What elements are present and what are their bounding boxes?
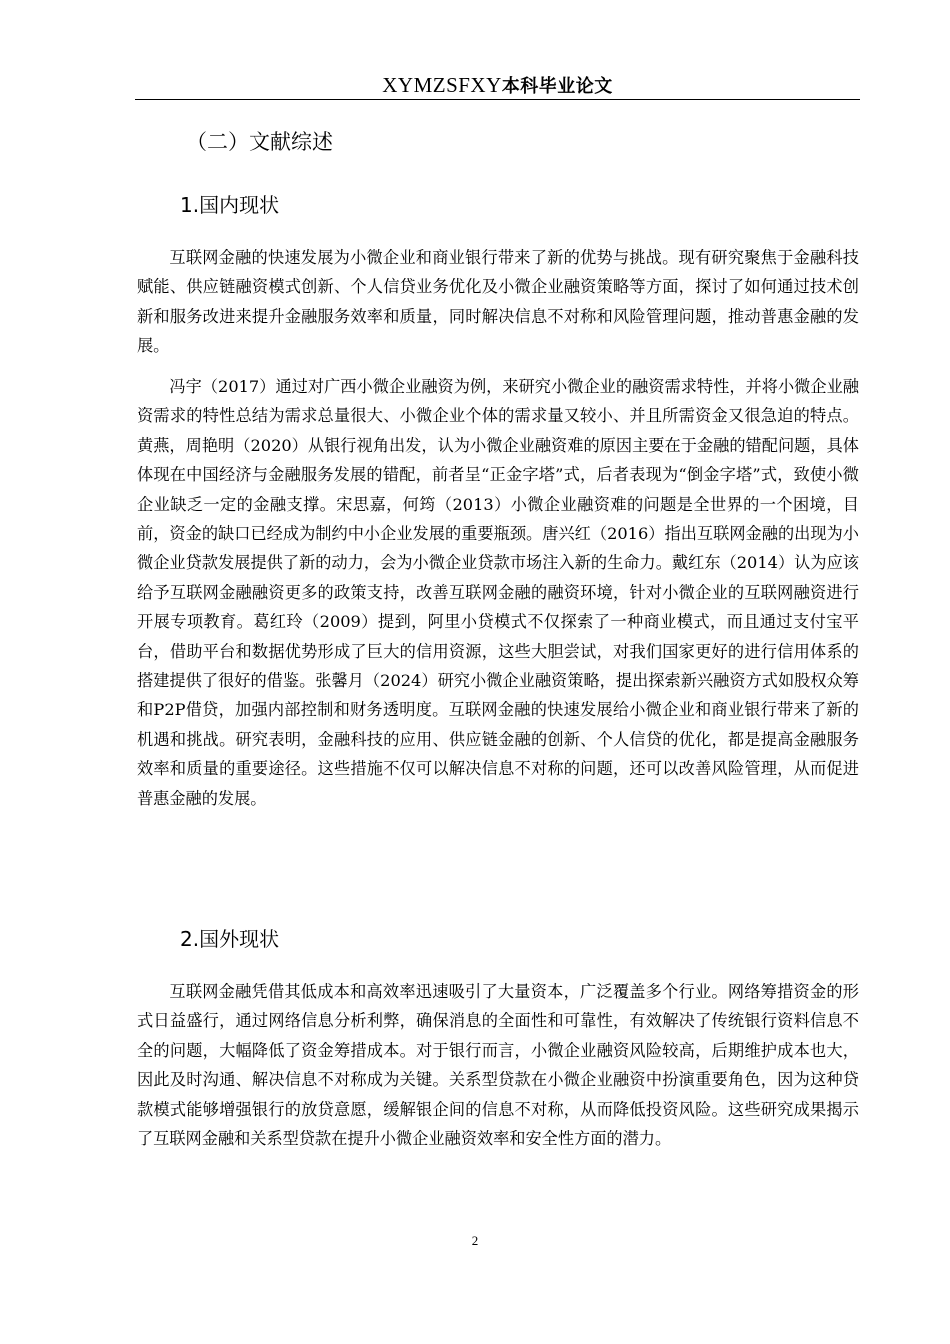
header-label: 本科毕业论文	[501, 76, 613, 97]
header-code: XYMZSFXY	[382, 73, 502, 97]
subsection-title-foreign: 2.国外现状	[180, 927, 280, 951]
page-header	[135, 70, 860, 100]
paragraph-domestic-review: 冯宇（2017）通过对广西小微企业融资为例，来研究小微企业的融资需求特性，并将小微企业融资需求的特性总结为需求总量很大、小微企业个体的需求量又较小、并且所需资金又很急迫的特点。黄燕，周艳明（2020）从银行视角出发，认为小微企业融资难的原因主要在于金融的错配问题，具体体现在中国经济与金融服务发展的错配，前者呈“正金字塔”式，后者表现为“倒金字塔”式，致使小微企业缺乏一定的金融支撑。宋思嘉，何筠（2013）小微企业融资难的问题是全世界的一个困境，目前，资金的缺口已经成为制约中小企业发展的重要瓶颈。唐兴红（2016）指出互联网金融的出现为小微企业贷款发展提供了新的动力，会为小微企业贷款市场注入新的生命力。戴红东（2014）认为应该给予互联网金融融资更多的政策支持，改善互联网金融的融资环境，针对小微企业的互联网融资进行开展专项教育。葛红玲（2009）提到，阿里小贷模式不仅探索了一种商业模式，而且通过支付宝平台，借助平台和数据优势形成了巨大的信用资源，这些大胆尝试，对我们国家更好的进行信用体系的搭建提供了很好的借鉴。张馨月（2024）研究小微企业融资策略，提出探索新兴融资方式如股权众筹和P2P借贷，加强内部控制和财务透明度。互联网金融的快速发展给小微企业和商业银行带来了新的机遇和挑战。研究表明，金融科技的应用、供应链金融的创新、个人信贷的优化，都是提高金融服务效率和质量的重要途径。这些措施不仅可以解决信息不对称的问题，还可以改善风险管理，从而促进普惠金融的发展。	[137, 377, 859, 808]
paragraph-domestic-intro: 互联网金融的快速发展为小微企业和商业银行带来了新的优势与挑战。现有研究聚焦于金融科技赋能、供应链融资模式创新、个人信贷业务优化及小微企业融资策略等方面，探讨了如何通过技术创新和服务改进来提升金融服务效率和质量，同时解决信息不对称和风险管理问题，推动普惠金融的发展。	[137, 248, 859, 356]
page-number: 2	[471, 1233, 479, 1248]
paragraph-foreign-review: 互联网金融凭借其低成本和高效率迅速吸引了大量资本，广泛覆盖多个行业。网络筹措资金的形式日益盛行，通过网络信息分析利弊，确保消息的全面性和可靠性，有效解决了传统银行资料信息不全的问题，大幅降低了资金筹措成本。对于银行而言，小微企业融资风险较高，后期维护成本也大，因此及时沟通、解决信息不对称成为关键。关系型贷款在小微企业融资中扮演重要角色，因为这种贷款模式能够增强银行的放贷意愿，缓解银企间的信息不对称，从而降低投资风险。这些研究成果揭示了互联网金融和关系型贷款在提升小微企业融资效率和安全性方面的潜力。	[137, 982, 859, 1149]
header-rule	[135, 99, 860, 100]
subsection-title-domestic: 1.国内现状	[180, 193, 280, 217]
section-title: （二）文献综述	[186, 130, 333, 154]
